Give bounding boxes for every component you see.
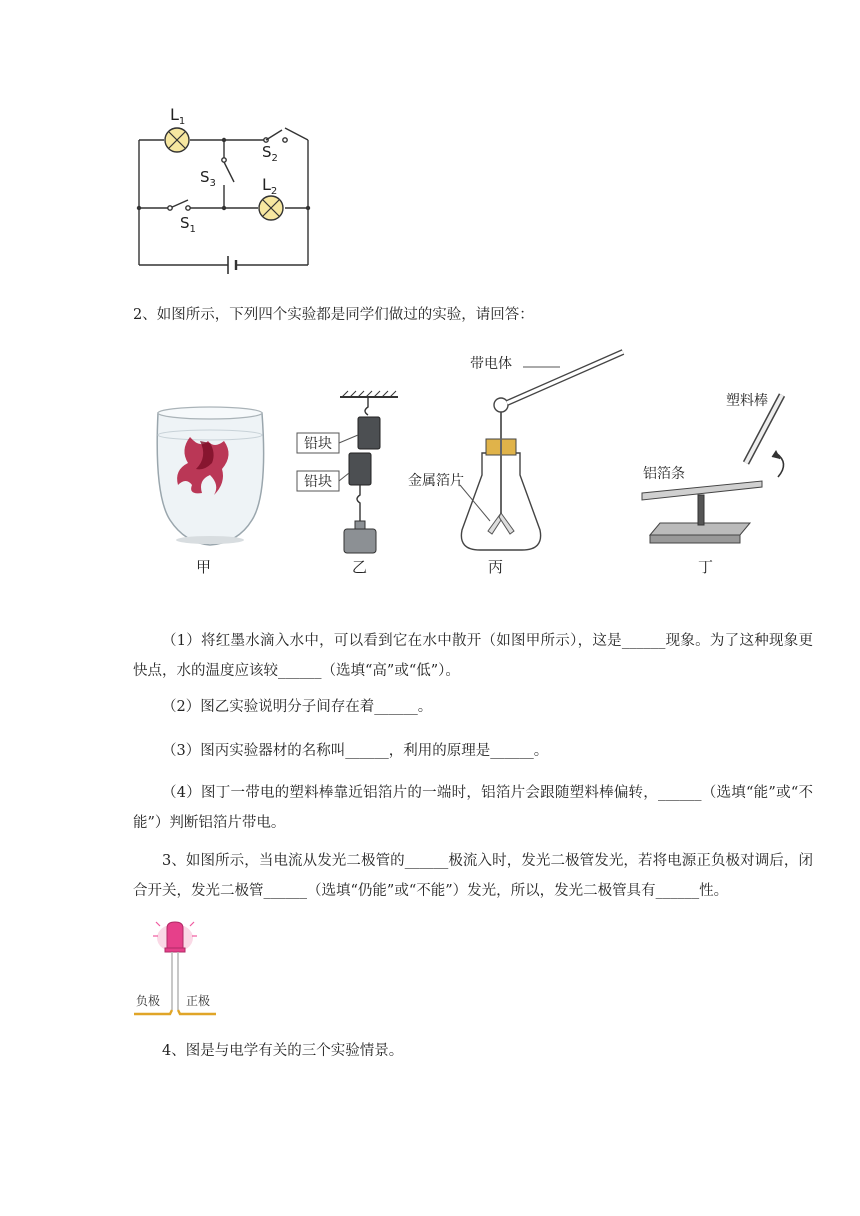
- label-l2: L: [262, 175, 271, 194]
- q2-part-2: （2）图乙实验说明分子间存在着______。: [162, 699, 433, 715]
- caption-yi: 乙: [352, 558, 368, 576]
- q2-part-4: （4）图丁一带电的塑料棒靠近铝箔片的一端时，铝箔片会跟随塑料棒偏转，______（选填“能”或“不能”）判断铝箔片带电。: [133, 785, 813, 831]
- glass-with-ink-icon: [157, 407, 263, 545]
- label-charged-body: 带电体: [470, 356, 512, 372]
- lamp-l1-icon: [165, 128, 189, 152]
- q4-stem: 4、图是与电学有关的三个实验情景。: [162, 1043, 404, 1059]
- svg-text:S1: $S_1$: [180, 214, 196, 235]
- electroscope-icon: [460, 352, 623, 550]
- svg-text:S2: $S_2$: [262, 143, 278, 164]
- label-plastic-rod: 塑料棒: [726, 393, 768, 409]
- label-s3: S: [200, 168, 210, 186]
- q2-stem: 2、如图所示，下列四个实验都是同学们做过的实验，请回答：: [133, 307, 534, 323]
- label-s1: S: [180, 214, 190, 232]
- label-metal-foil: 金属箔片: [408, 473, 464, 489]
- label-positive: 正极: [186, 994, 211, 1008]
- svg-text:L1: $L_1$: [170, 105, 186, 127]
- svg-text:L2: $L_2$: [262, 175, 278, 197]
- led-figure: [130, 918, 220, 1020]
- label-foil-strip: 铝箔条: [643, 466, 685, 482]
- lead-blocks-apparatus-icon: [297, 391, 398, 553]
- q3-stem: 3、如图所示，当电流从发光二极管的______极流入时，发光二极管发光，若将电源正负极对调后，闭合开关，发光二极管______（选填“仍能”或“不能”）发光，所以，发光二极管具有______性。: [133, 853, 813, 899]
- label-l1: L: [170, 105, 179, 124]
- caption-bing: 丙: [488, 558, 504, 576]
- circuit-diagram: [130, 100, 320, 275]
- caption-ding: 丁: [698, 558, 714, 576]
- label-negative: 负极: [136, 994, 161, 1008]
- label-lead-block-1: 铅块: [304, 436, 332, 452]
- lamp-l2-icon: [259, 196, 283, 220]
- q2-experiments-figure: [130, 345, 790, 585]
- svg-text:S3: $S_3$: [200, 168, 216, 189]
- caption-jia: 甲: [196, 558, 212, 576]
- label-s2: S: [262, 143, 272, 161]
- q2-part-1: （1）将红墨水滴入水中，可以看到它在水中散开（如图甲所示），这是______现象。为了这种现象更快点，水的温度应该较______（选填“高”或“低”）。: [133, 633, 813, 679]
- q2-part-3: （3）图丙实验器材的名称叫______，利用的原理是______。: [162, 743, 549, 759]
- label-lead-block-2: 铅块: [304, 474, 332, 490]
